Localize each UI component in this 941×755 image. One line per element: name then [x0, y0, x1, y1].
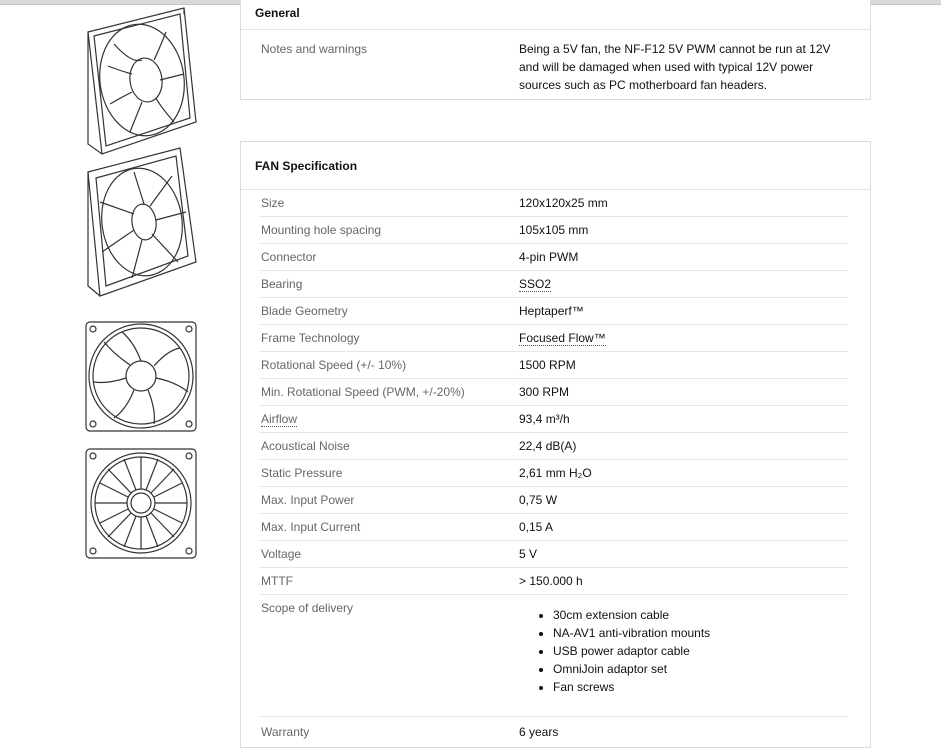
spec-row-scope-of-delivery	[259, 595, 848, 717]
spec-value: 93,4 m³/h	[519, 412, 570, 426]
general-title: General	[241, 0, 870, 30]
list-item: • Fan screws	[553, 678, 710, 696]
spec-label: Scope of delivery	[261, 601, 354, 615]
spec-label: Blade Geometry	[261, 304, 348, 318]
spec-row-bearing	[259, 271, 848, 298]
fan-thumbnail-1[interactable]	[84, 4, 198, 157]
list-item: • USB power adaptor cable	[553, 642, 710, 660]
spec-value: 22,4 dB(A)	[519, 439, 577, 453]
fan-angled-back-icon	[84, 142, 198, 300]
spec-label: MTTF	[261, 574, 293, 588]
spec-value: 0,75 W	[519, 493, 558, 507]
general-panel	[240, 0, 871, 100]
spec-label: Max. Input Power	[261, 493, 355, 507]
airflow-link[interactable]: Airflow	[261, 412, 298, 426]
spec-label: Acoustical Noise	[261, 439, 350, 453]
list-item: • OmniJoin adaptor set	[553, 660, 710, 678]
spec-row-min-rotational-speed	[259, 379, 848, 406]
spec-value: 5 V	[519, 547, 538, 561]
spec-label: Size	[261, 196, 285, 210]
spec-row-static-pressure	[259, 460, 848, 487]
notes-value: Being a 5V fan, the NF-F12 5V PWM cannot be run at 12V and will be damaged when used with typical 12V power sources such as PC motherboard fan headers.	[519, 42, 831, 92]
spec-label: Min. Rotational Speed (PWM, +/-20%)	[261, 385, 465, 399]
spec-label: Voltage	[261, 547, 302, 561]
spec-value: > 150.000 h	[519, 574, 583, 588]
spec-value: 105x105 mm	[519, 223, 589, 237]
fan-thumbnail-2[interactable]	[84, 142, 198, 300]
fan-specification-title: FAN Specification	[241, 142, 870, 190]
spec-label: Max. Input Current	[261, 520, 361, 534]
spec-row-max-input-power	[259, 487, 848, 514]
spec-label: Bearing	[261, 277, 303, 291]
bearing-link[interactable]: SSO2	[519, 277, 552, 291]
spec-value: 1500 RPM	[519, 358, 576, 372]
spec-value: 4-pin PWM	[519, 250, 579, 264]
spec-row-size	[259, 190, 848, 217]
fan-thumbnail-4[interactable]	[84, 447, 198, 560]
spec-value: Heptaperf™	[519, 304, 584, 318]
spec-label: Warranty	[261, 725, 310, 739]
spec-label: Rotational Speed (+/- 10%)	[261, 358, 407, 372]
spec-row-blade-geometry	[259, 298, 848, 325]
spec-row-warranty	[259, 718, 848, 746]
list-item: • 30cm extension cable	[553, 606, 710, 624]
spec-row-frame-technology	[259, 325, 848, 352]
list-item: • NA-AV1 anti-vibration mounts	[553, 624, 710, 642]
spec-value: 2,61 mm H₂O	[519, 466, 592, 480]
spec-row-mttf	[259, 568, 848, 595]
delivery-list	[535, 606, 710, 696]
spec-value: 6 years	[519, 725, 559, 739]
spec-value: 300 RPM	[519, 385, 570, 399]
spec-value: 0,15 A	[519, 520, 554, 534]
spec-row-connector	[259, 244, 848, 271]
fan-front-icon	[84, 320, 198, 433]
spec-row-airflow	[259, 406, 848, 433]
spec-label: Connector	[261, 250, 317, 264]
spec-label: Frame Technology	[261, 331, 360, 345]
fan-back-icon	[84, 447, 198, 560]
frame-technology-link[interactable]: Focused Flow™	[519, 331, 606, 345]
spec-label: Mounting hole spacing	[261, 223, 382, 237]
spec-row-voltage	[259, 541, 848, 568]
fan-specification-panel	[240, 141, 871, 748]
notes-label: Notes and warnings	[261, 42, 368, 56]
spec-value: 120x120x25 mm	[519, 196, 608, 210]
spec-label: Static Pressure	[261, 466, 343, 480]
spec-row-mounting-hole-spacing	[259, 217, 848, 244]
spec-row-acoustical-noise	[259, 433, 848, 460]
fan-thumbnail-3[interactable]	[84, 320, 198, 433]
spec-row-rotational-speed	[259, 352, 848, 379]
fan-angled-front-icon	[84, 4, 198, 157]
spec-row-max-input-current	[259, 514, 848, 541]
